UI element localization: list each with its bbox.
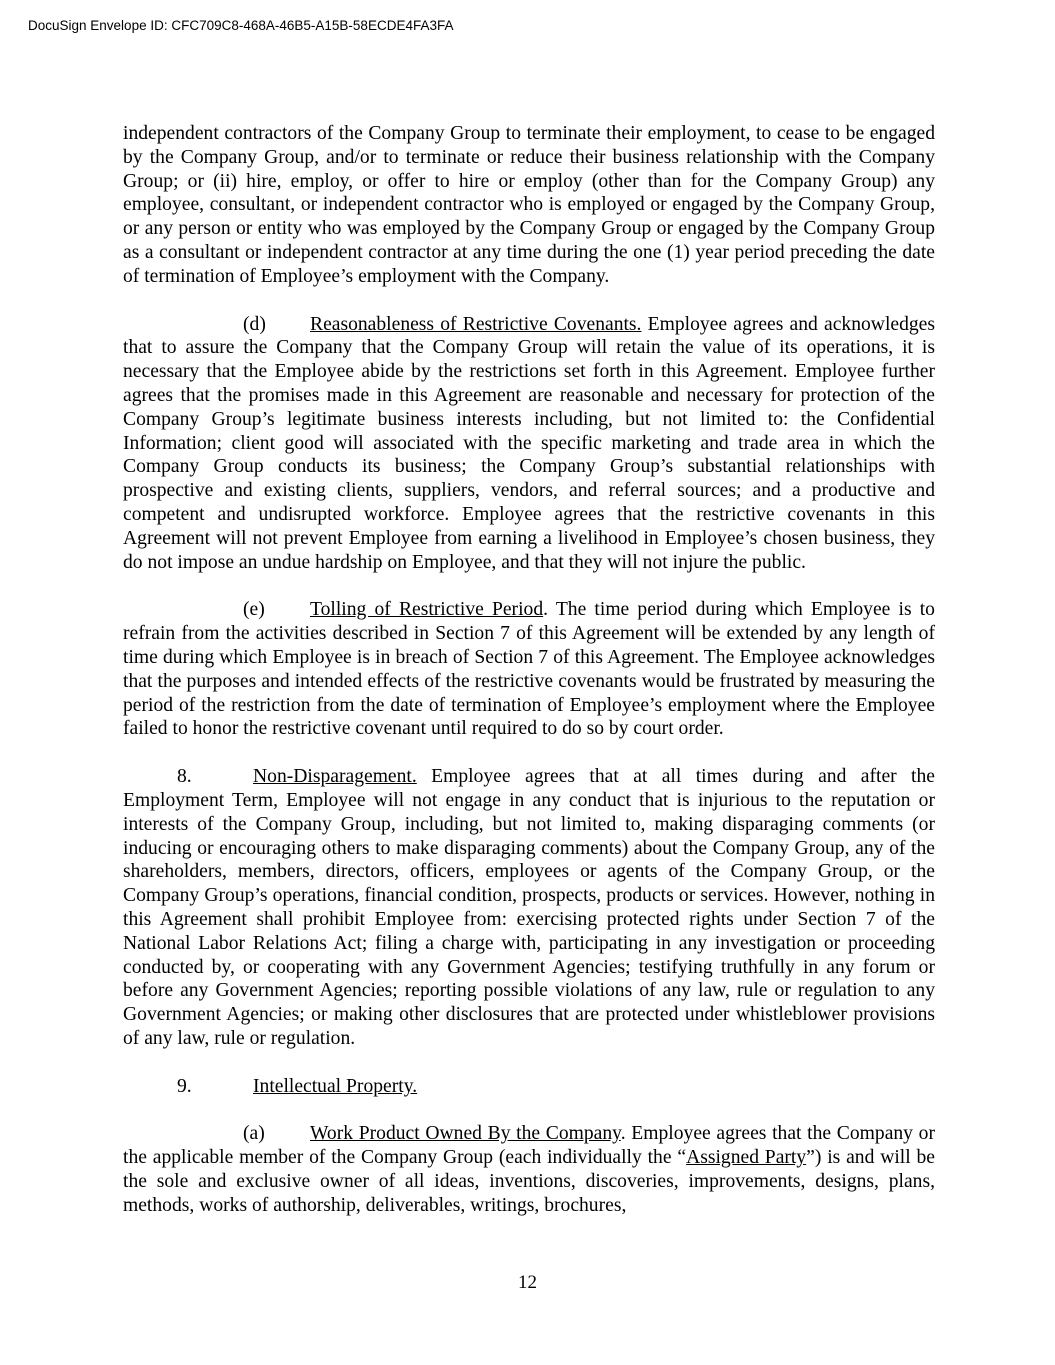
section-8-paragraph [123, 765, 935, 1051]
section-e-body: . The time period during which Employee is to refrain from the activities described in Section 7 of this Agreement will be extended by any length of time during which Employee is in breach of Section 7 of this Agreement. The Employee acknowledges that the purposes and intended effects of the restrictive covenants would be frustrated by measuring the period of the restriction from the date of termination of Employee’s employment where the Employee failed to honor the restrictive covenant until required to do so by court order. [123, 599, 935, 740]
section-8-heading: Non-Disparagement. [253, 766, 417, 788]
continuation-paragraph: independent contractors of the Company Group to terminate their employment, to cease to be engaged by the Company Group, and/or to terminate or reduce their business relationship with the Company Group; or (ii) hire, employ, or offer to hire or employ (other than for the Company Group) any employee, consultant, or independent contractor who is employed or engaged by the Company Group, or any person or entity who was employed by the Company Group or engaged by the Company Group as a consultant or independent contractor at any time during the one (1) year period preceding the date of termination of Employee’s employment with the Company. [123, 123, 935, 287]
docusign-envelope-id: DocuSign Envelope ID: CFC709C8-468A-46B5-A15B-58ECDE4FA3FA [28, 18, 454, 33]
section-e-paragraph [123, 598, 935, 741]
section-a-label: (a) [243, 1123, 265, 1145]
section-9-label: 9. [177, 1075, 192, 1097]
section-d-body: Employee agrees and acknowledges that to assure the Company that the Company Group will retain the value of its operations, it is necessary that the Employee abide by the restrictions set forth in this Agreement. Employee further agrees that the promises made in this Agreement are reasonable and necessary for protection of the Company Group’s legitimate business interests including, but not limited to: the Confidential Information; client good will associated with the specific marketing and trade area in which the Company Group conducts its business; the Company Group’s substantial relationships with prospective and existing clients, suppliers, vendors, and referral sources; and a productive and competent and undisrupted workforce. Employee agrees that the restrictive covenants in this Agreement will not prevent Employee from earning a livelihood in Employee’s chosen business, they do not impose an undue hardship on Employee, and that they will not injure the public. [123, 313, 936, 573]
section-d-label: (d) [243, 313, 266, 335]
section-9-heading-paragraph [123, 1075, 935, 1099]
section-e-label: (e) [243, 599, 265, 621]
document-body [123, 122, 935, 1218]
section-a-body-part2: ”) is and will be the sole and exclusive owner of all ideas, inventions, discoveries, improvements, designs, plans, methods, works of authorship, deliverables, writings, brochures, [123, 1147, 935, 1216]
section-e-heading: Tolling of Restrictive Period [310, 599, 544, 621]
section-d-heading: Reasonableness of Restrictive Covenants. [310, 313, 642, 335]
section-a-body-part1: . Employee agrees that the Company or the applicable member of the Company Group (each individually the “ [123, 1123, 935, 1169]
section-9-heading: Intellectual Property. [253, 1075, 418, 1097]
section-a-paragraph [123, 1122, 935, 1217]
section-8-body: Employee agrees that at all times during and after the Employment Term, Employee will not engage in any conduct that is injurious to the reputation or interests of the Company Group, including, but not limited to, making disparaging comments (or inducing or encouraging others to make disparaging comments) about the Company Group, any of the shareholders, members, directors, officers, employees or agents of the Company Group, or the Company Group’s operations, financial condition, prospects, products or services. However, nothing in this Agreement shall prohibit Employee from: exercising protected rights under Section 7 of the National Labor Relations Act; filing a charge with, participating in any investigation or proceeding conducted by, or cooperating with any Government Agencies; testifying truthfully in any forum or before any Government Agencies; reporting possible violations of any law, rule or regulation to any Government Agencies; or making other disclosures that are protected under whistleblower provisions of any law, rule or regulation. [123, 766, 935, 1049]
section-8-label: 8. [177, 766, 192, 788]
section-d-paragraph [123, 313, 935, 575]
section-a-heading: Work Product Owned By the Company [310, 1123, 621, 1145]
section-a-defined-term: Assigned Party [686, 1147, 807, 1169]
page-number: 12 [518, 1272, 537, 1293]
